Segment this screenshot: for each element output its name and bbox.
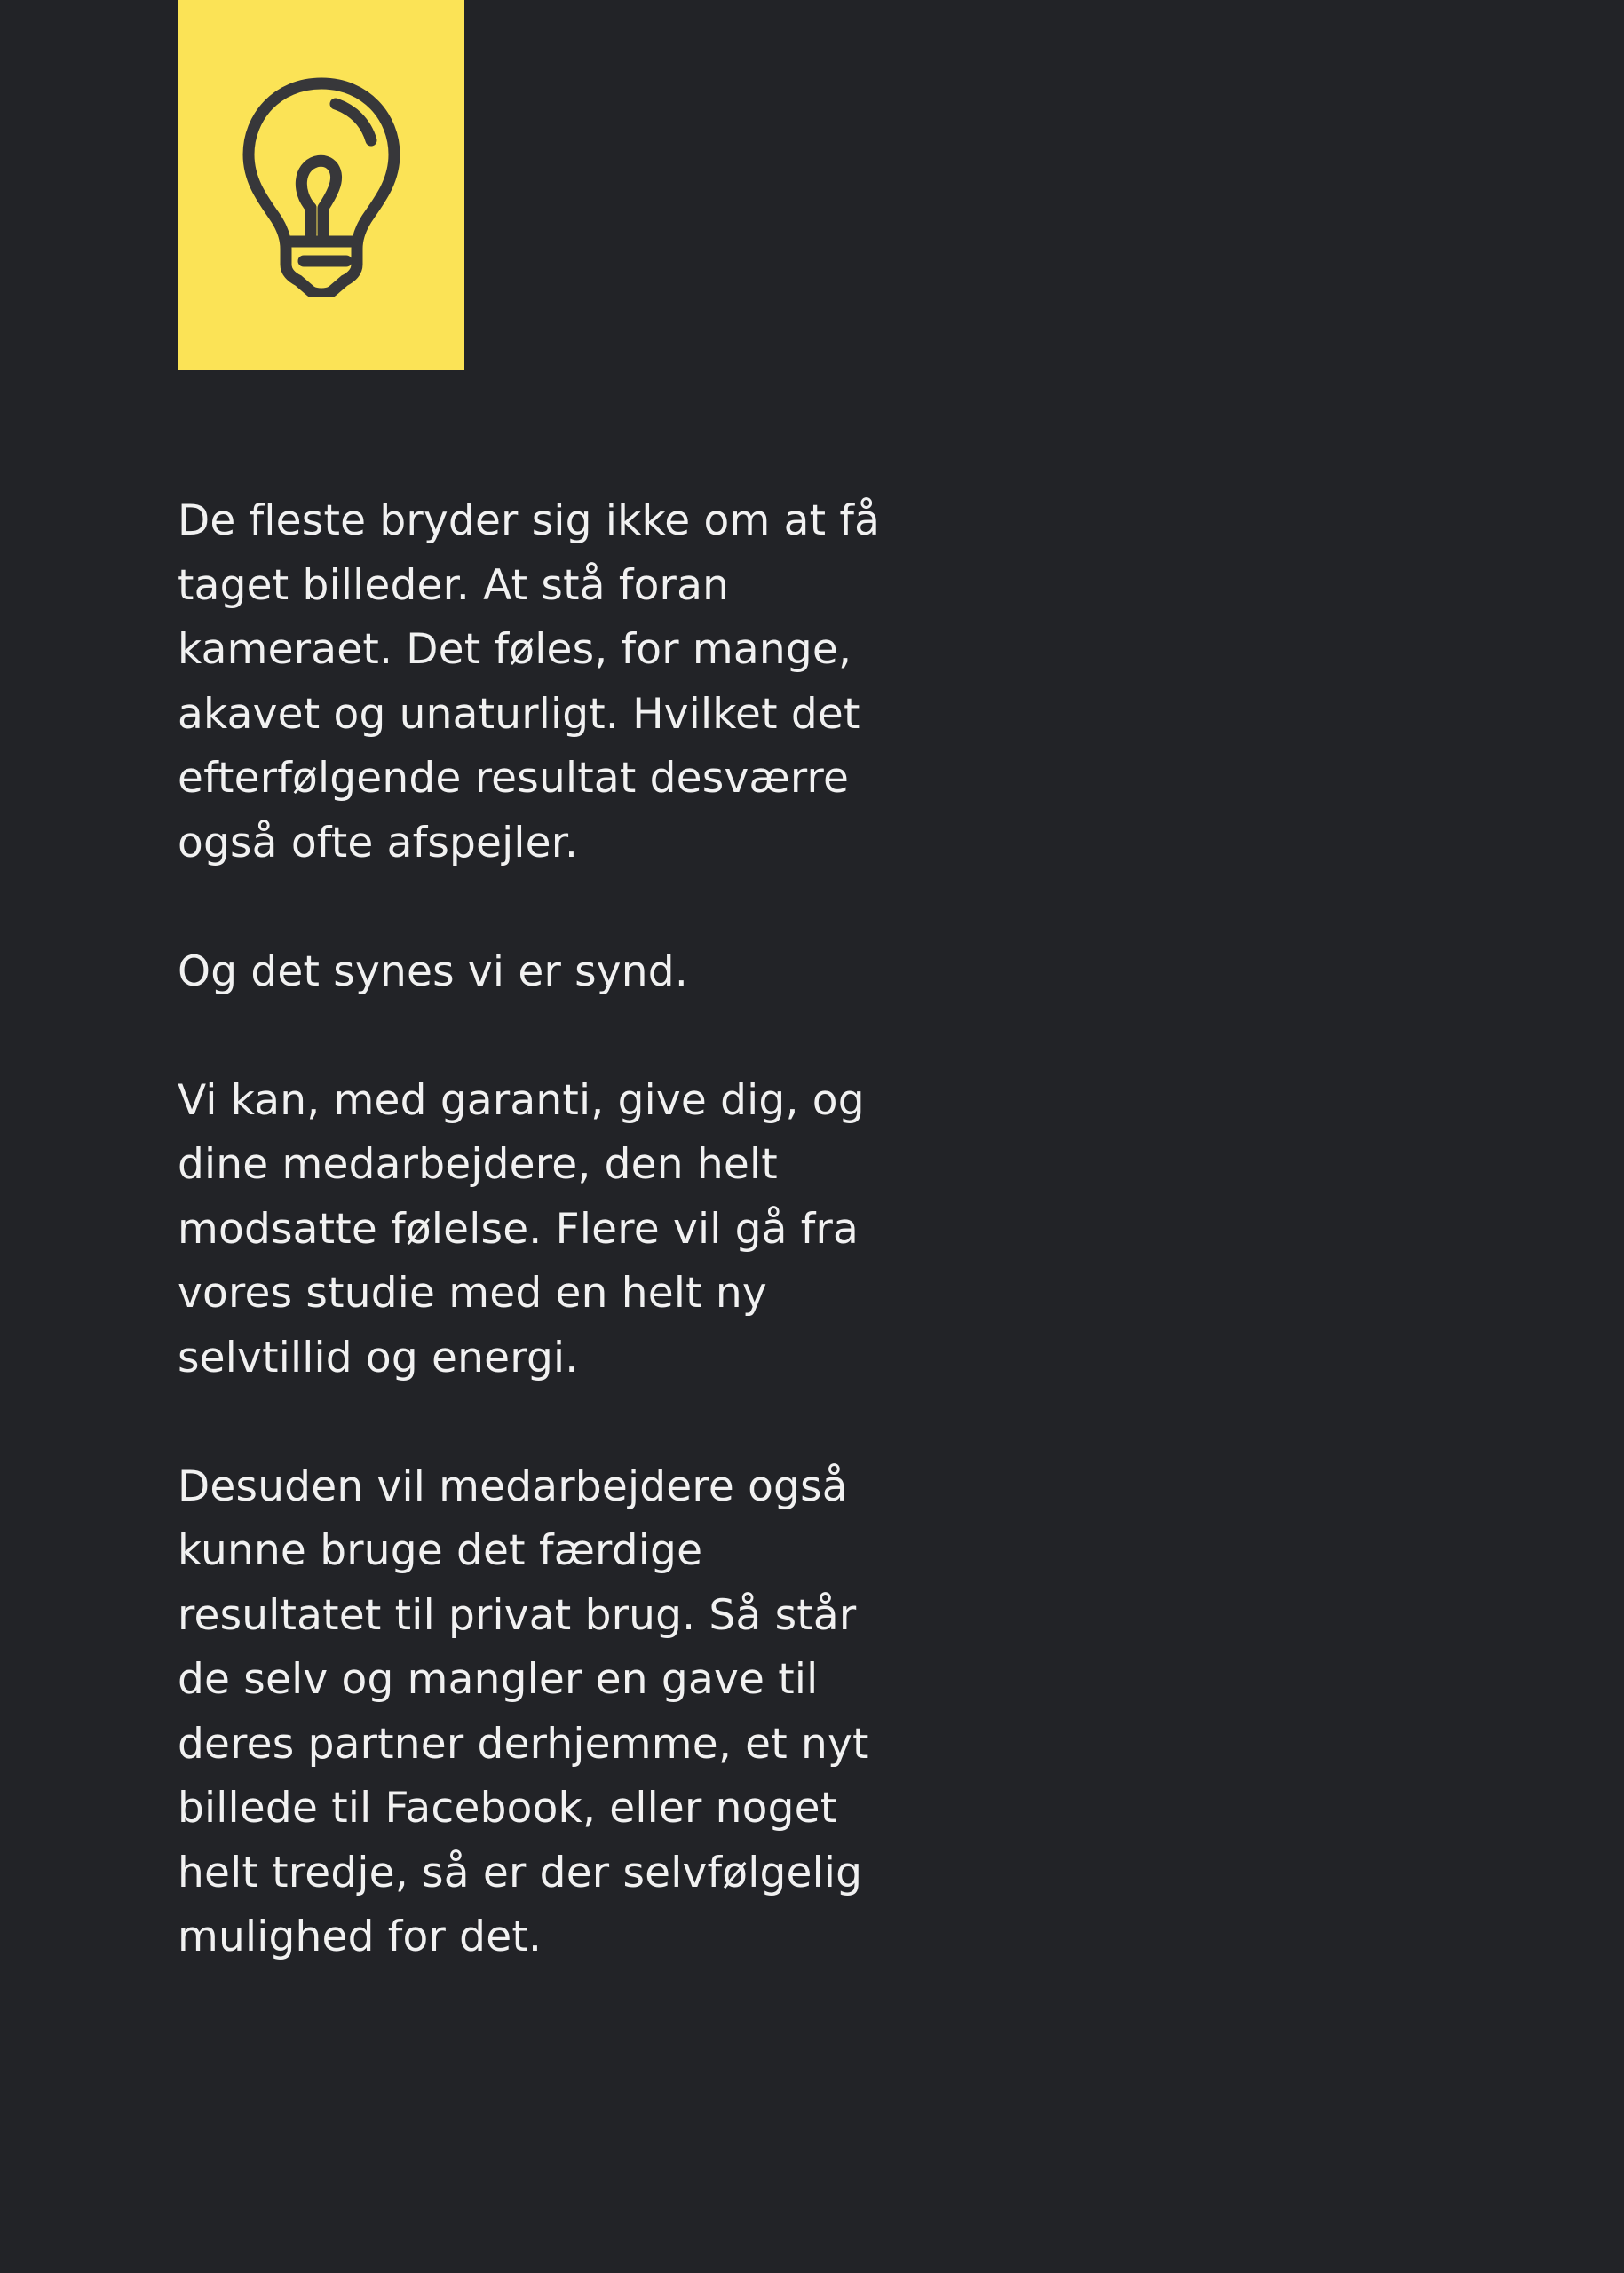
paragraph-2: Og det synes vi er synd. bbox=[178, 946, 688, 996]
body-text bbox=[178, 489, 977, 1970]
lightbulb-icon-tile bbox=[178, 0, 464, 370]
paragraph-3: Vi kan, med garanti, give dig, og dine medarbejdere, den helt modsatte følelse. Flere vil gå fra vores studie med en helt ny selvtillid og energi. bbox=[178, 1075, 865, 1382]
lightbulb-icon bbox=[242, 75, 401, 297]
paragraph-1: De fleste bryder sig ikke om at få taget billeder. At stå foran kameraet. Det føles, for mange, akavet og unaturligt. Hvilket det efterfølgende resultat desværre også ofte afspejler. bbox=[178, 496, 881, 867]
paragraph-4: Desuden vil medarbejdere også kunne bruge det færdige resultatet til privat brug. Så står de selv og mangler en gave til deres partner derhjemme, et nyt billede til Facebook, eller noget helt tredje, så er der selvfølgelig mulighed for det. bbox=[178, 1461, 869, 1961]
